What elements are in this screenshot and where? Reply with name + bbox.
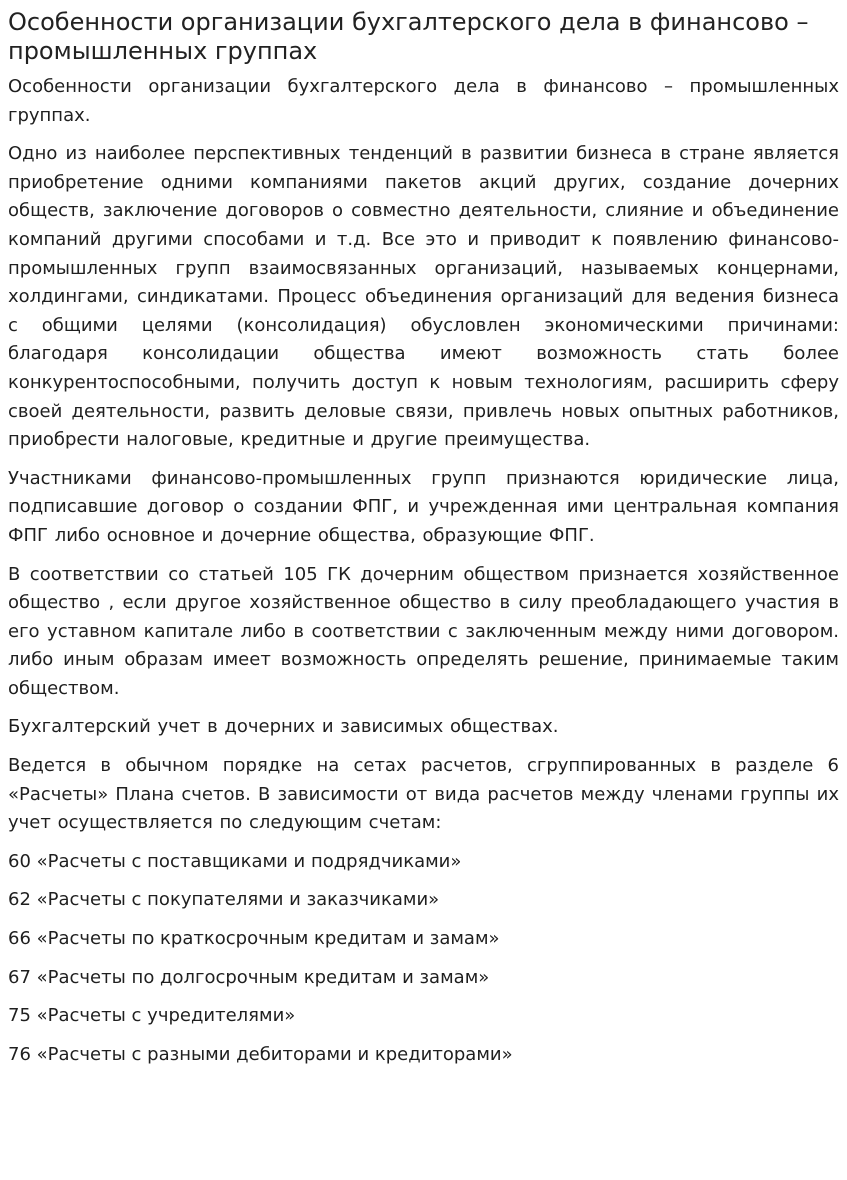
list-item: 75 «Расчеты с учредителями» — [8, 1005, 296, 1027]
list-item: 76 «Расчеты с разными дебиторами и кредиторами» — [8, 1043, 513, 1065]
accounting-procedure-paragraph: Ведется в обычном порядке на сетах расчетов, сгруппированных в разделе 6 «Расчеты» Плана счетов. В зависимости от вида расчетов между членами группы их учет осуществляется по следующим счетам: — [8, 755, 839, 834]
section-heading-paragraph: Бухгалтерский учет в дочерних и зависимых обществах. — [8, 716, 559, 738]
list-item: 67 «Расчеты по долгосрочным кредитам и замам» — [8, 966, 490, 988]
subsidiary-definition-paragraph: В соответствии со статьей 105 ГК дочерним обществом признается хозяйственное общество , если другое хозяйственное общество в силу преобладающего участия в его уставном капитале либо в соответствии с заключенным между ними договором. либо иным образам имеет возможность определять решение, принимаемые таким обществом. — [8, 563, 839, 699]
list-item: 62 «Расчеты с покупателями и заказчиками» — [8, 889, 440, 911]
list-item: 60 «Расчеты с поставщиками и подрядчиками» — [8, 850, 462, 872]
intro-paragraph: Особенности организации бухгалтерского дела в финансово – промышленных группах. — [8, 76, 839, 126]
accounts-list — [8, 848, 839, 1070]
list-item: 66 «Расчеты по краткосрочным кредитам и замам» — [8, 928, 500, 950]
page-title: Особенности организации бухгалтерского дела в финансово – промышленных группах — [8, 8, 809, 65]
participants-paragraph: Участниками финансово-промышленных групп признаются юридические лица, подписавшие договор о создании ФПГ, и учрежденная ими центральная компания ФПГ либо основное и дочерние общества, образующие ФПГ. — [8, 467, 839, 546]
trends-paragraph: Одно из наиболее перспективных тенденций в развитии бизнеса в стране является приобретение одними компаниями пакетов акций других, создание дочерних обществ, заключение договоров о совместно деятельности, слияние и объединение компаний другими способами и т.д. Все это и приводит к появлению финансово-промышленных групп взаимосвязанных организаций, называемых концернами, холдингами, синдикатами. Процесс объединения организаций для ведения бизнеса с общими целями (консолидация) обусловлен экономическими причинами: благодаря консолидации общества имеют возможность стать более конкурентоспособными, получить доступ к новым технологиям, расширить сферу своей деятельности, развить деловые связи, привлечь новых опытных работников, приобрести налоговые, кредитные и другие преимущества. — [8, 143, 839, 451]
